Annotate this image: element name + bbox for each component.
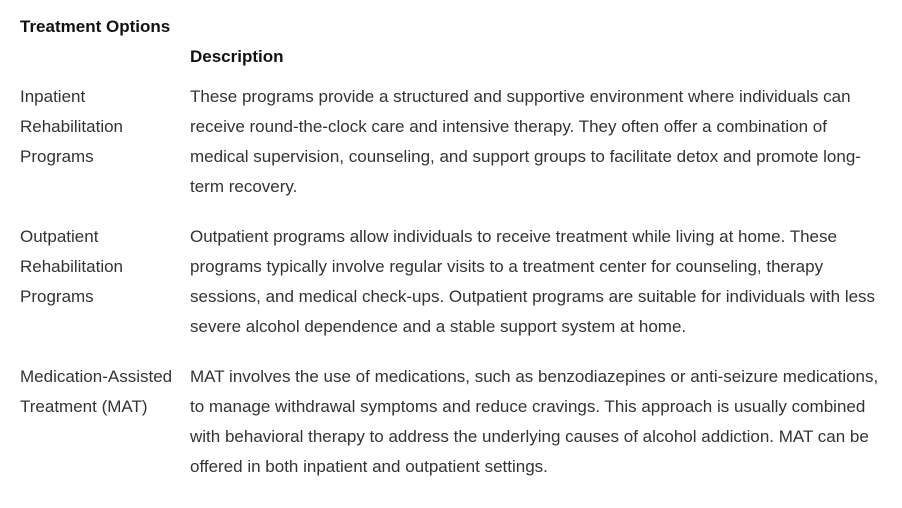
header-treatment-options: Treatment Options — [20, 17, 171, 36]
treatment-description-cell: These programs provide a structured and supportive environment where individuals can receive round-the-clock care and intensive therapy. They often offer a combination of medical supervision, counseling, and support groups to facilitate detox and promote long-term recovery. — [190, 87, 861, 196]
treatment-option-cell: Inpatient Rehabilitation Programs — [20, 87, 124, 166]
treatment-option-cell: Medication-Assisted Treatment (MAT) — [20, 367, 173, 416]
treatment-description-cell: Outpatient programs allow individuals to receive treatment while living at home. These programs typically involve regular visits to a treatment center for counseling, therapy sessions, and medical check-ups. Outpatient programs are suitable for individuals with less severe alcohol dependence and a stable support system at home. — [190, 227, 876, 336]
table-row — [20, 82, 892, 202]
table-header-row — [20, 12, 892, 72]
header-description: Description — [190, 47, 284, 66]
treatment-option-cell: Outpatient Rehabilitation Programs — [20, 227, 124, 306]
treatment-description-cell: MAT involves the use of medications, such as benzodiazepines or anti-seizure medications, to manage withdrawal symptoms and reduce cravings. This approach is usually combined with behavioral therapy to address the underlying causes of alcohol addiction. MAT can be offered in both inpatient and outpatient settings. — [190, 367, 879, 476]
table-row — [20, 362, 892, 482]
treatment-options-table — [20, 12, 892, 502]
table-row — [20, 222, 892, 342]
